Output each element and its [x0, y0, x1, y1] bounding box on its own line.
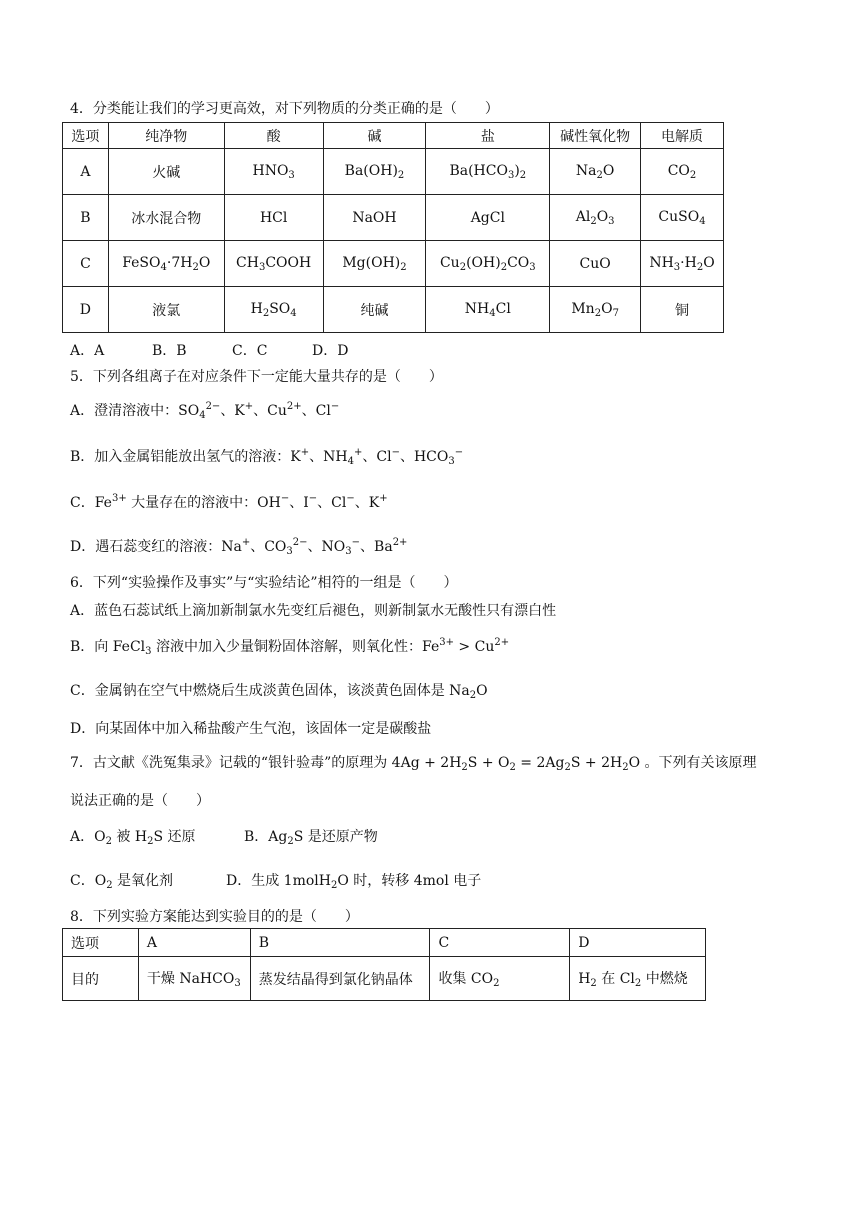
- q6-option-d[interactable]: D．向某固体中加入稀盐酸产生气泡，该固体一定是碳酸盐: [70, 721, 432, 737]
- table-cell: 收集 $CO_2$: [430, 957, 570, 1001]
- table-cell: 蒸发结晶得到氯化钠晶体: [250, 957, 430, 1001]
- header-cell: 纯净物: [108, 123, 224, 149]
- table-cell: $Al_2O_3$: [550, 195, 641, 241]
- q8-stem: 8．下列实验方案能达到实验目的的是（ ）: [70, 909, 359, 925]
- table-cell: $H_2SO_4$: [224, 287, 323, 333]
- header-cell: 盐: [426, 123, 550, 149]
- q4-header-row: [63, 123, 724, 149]
- table-cell: $NH_3\cdot H_2O$: [641, 241, 724, 287]
- q4-classification-table: [62, 122, 724, 333]
- table-cell: HCl: [224, 195, 323, 241]
- header-cell: C: [430, 929, 570, 957]
- table-cell: 液氯: [108, 287, 224, 333]
- table-cell: 纯碱: [323, 287, 426, 333]
- table-row: [63, 957, 706, 1001]
- header-cell: 酸: [224, 123, 323, 149]
- row-label: A: [63, 149, 109, 195]
- header-cell: 碱: [323, 123, 426, 149]
- header-cell: D: [570, 929, 706, 957]
- table-cell: 铜: [641, 287, 724, 333]
- q7-option-d[interactable]: D．生成 1molH$_2$O 时，转移 4mol 电子: [226, 873, 482, 891]
- table-cell: $Mn_2O_7$: [550, 287, 641, 333]
- q7-option-a[interactable]: A．$O_2$ 被 $H_2S$ 还原: [70, 829, 196, 847]
- table-cell: $Ba(HCO_3)_2$: [426, 149, 550, 195]
- q8-header-row: [63, 929, 706, 957]
- q4-stem: 4．分类能让我们的学习更高效，对下列物质的分类正确的是（ ）: [70, 101, 499, 117]
- q5-option-d[interactable]: D．遇石蕊变红的溶液：Na+、$CO_3^{2-}$、$NO_3^-$、$Ba^{2+}$: [70, 537, 408, 557]
- table-cell: 干燥 NaHCO$_3$: [138, 957, 250, 1001]
- table-cell: $Mg(OH)_2$: [323, 241, 426, 287]
- header-cell: 碱性氧化物: [550, 123, 641, 149]
- row-label: D: [63, 287, 109, 333]
- table-cell: NaOH: [323, 195, 426, 241]
- row-label: 目的: [63, 957, 139, 1001]
- table-cell: 冰水混合物: [108, 195, 224, 241]
- table-row: [63, 287, 724, 333]
- table-row: [63, 195, 724, 241]
- q6-option-a[interactable]: A．蓝色石蕊试纸上滴加新制氯水先变红后褪色，则新制氯水无酸性只有漂白性: [70, 603, 557, 619]
- q5-option-c[interactable]: C．$Fe^{3+}$ 大量存在的溶液中：OH−、I−、Cl−、K+: [70, 493, 388, 511]
- table-cell: $FeSO_4\cdot 7H_2O$: [108, 241, 224, 287]
- table-cell: AgCl: [426, 195, 550, 241]
- table-cell: 火碱: [108, 149, 224, 195]
- q5-option-b[interactable]: B．加入金属铝能放出氢气的溶液：K+、$NH_4^+$、Cl−、$HCO_3^-$: [70, 447, 464, 467]
- table-cell: CuSO$_4$: [641, 195, 724, 241]
- header-cell: 电解质: [641, 123, 724, 149]
- q7-option-b[interactable]: B．$Ag_2S$ 是还原产物: [244, 829, 378, 847]
- q6-option-b[interactable]: B．向 FeCl$_3$ 溶液中加入少量铜粉固体溶解，则氧化性：$Fe^{3+} > Cu^{2+}$: [70, 637, 510, 657]
- header-cell: 选项: [63, 123, 109, 149]
- table-row: [63, 149, 724, 195]
- table-cell: $CH_3COOH$: [224, 241, 323, 287]
- table-cell: $Na_2O$: [550, 149, 641, 195]
- header-cell: 选项: [63, 929, 139, 957]
- q4-option-d[interactable]: D．D: [312, 343, 349, 359]
- table-cell: $HNO_3$: [224, 149, 323, 195]
- q4-option-c[interactable]: C．C: [232, 343, 268, 359]
- q7-option-c[interactable]: C．$O_2$ 是氧化剂: [70, 873, 174, 891]
- table-cell: $NH_4Cl$: [426, 287, 550, 333]
- header-cell: A: [138, 929, 250, 957]
- q4-option-b[interactable]: B．B: [152, 343, 187, 359]
- row-label: C: [63, 241, 109, 287]
- table-cell: $H_2$ 在 $Cl_2$ 中燃烧: [570, 957, 706, 1001]
- q7-stem-line1: 7．古文献《洗冤集录》记载的“银针验毒”的原理为 $4Ag + 2H_2S + O_2 = 2Ag_2S + 2H_2O$ 。下列有关该原理: [70, 755, 757, 773]
- q6-stem: 6．下列“实验操作及事实”与“实验结论”相符的一组是（ ）: [70, 575, 458, 591]
- table-cell: CuO: [550, 241, 641, 287]
- q8-experiment-table: [62, 928, 706, 1001]
- table-cell: $Ba(OH)_2$: [323, 149, 426, 195]
- q4-option-a[interactable]: A．A: [70, 343, 105, 359]
- q6-option-c[interactable]: C．金属钠在空气中燃烧后生成淡黄色固体，该淡黄色固体是 $Na_2O$: [70, 683, 488, 701]
- table-cell: $CO_2$: [641, 149, 724, 195]
- q5-option-a[interactable]: A．澄清溶液中：$SO_4^{2-}$、K+、$Cu^{2+}$、Cl−: [70, 401, 340, 421]
- q5-stem: 5．下列各组离子在对应条件下一定能大量共存的是（ ）: [70, 369, 443, 385]
- header-cell: B: [250, 929, 430, 957]
- table-cell: $Cu_2(OH)_2CO_3$: [426, 241, 550, 287]
- q7-stem-line2: 说法正确的是（ ）: [70, 793, 210, 809]
- table-row: [63, 241, 724, 287]
- row-label: B: [63, 195, 109, 241]
